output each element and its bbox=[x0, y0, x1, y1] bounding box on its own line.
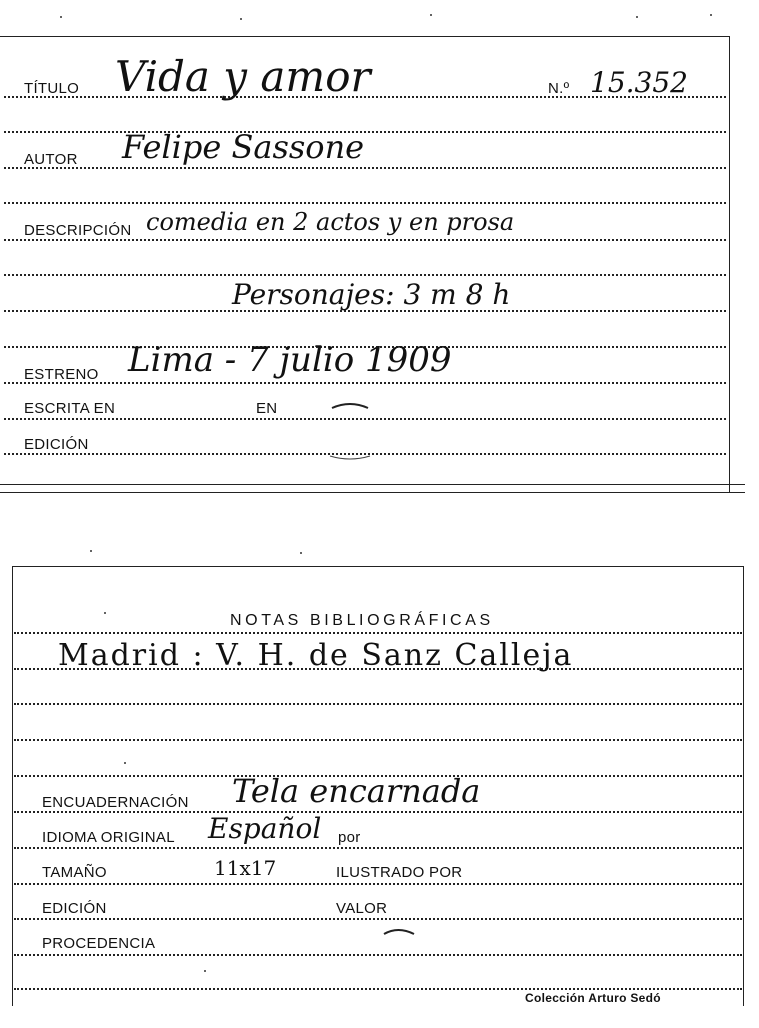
rule-line bbox=[14, 739, 742, 741]
rule-line bbox=[4, 382, 726, 384]
rule-line bbox=[14, 954, 742, 956]
tamano-value: 11x17 bbox=[214, 856, 277, 880]
rule-line bbox=[14, 847, 742, 849]
card-front-right-border bbox=[729, 36, 730, 492]
rule-line bbox=[14, 883, 742, 885]
descripcion-value: comedia en 2 actos y en prosa bbox=[146, 208, 515, 236]
card-front-top-border bbox=[0, 36, 730, 37]
procedencia-label: PROCEDENCIA bbox=[42, 935, 156, 952]
rule-line bbox=[4, 131, 726, 133]
card-front-bottom-border-2 bbox=[0, 492, 745, 493]
estreno-value: Lima - 7 julio 1909 bbox=[128, 340, 452, 380]
numero-value: 15.352 bbox=[590, 66, 688, 99]
autor-label: AUTOR bbox=[24, 151, 78, 168]
personajes-value: Personajes: 3 m 8 h bbox=[232, 278, 511, 311]
rule-line bbox=[14, 811, 742, 813]
encuadernacion-value: Tela encarnada bbox=[232, 772, 481, 810]
idioma-value: Español bbox=[208, 812, 322, 845]
speck bbox=[300, 552, 302, 554]
speck bbox=[636, 16, 638, 18]
idioma-label: IDIOMA ORIGINAL bbox=[42, 829, 175, 846]
tamano-label: TAMAÑO bbox=[42, 864, 107, 881]
rule-line bbox=[4, 202, 726, 204]
en-label: EN bbox=[256, 400, 278, 417]
speck bbox=[60, 16, 62, 18]
notas-value: Madrid : V. H. de Sanz Calleja bbox=[58, 638, 574, 673]
edicion-label: EDICIÓN bbox=[24, 436, 89, 453]
numero-label: N.º bbox=[548, 80, 570, 97]
titulo-value: Vida y amor bbox=[115, 52, 371, 101]
speck bbox=[104, 612, 106, 614]
rule-line bbox=[14, 703, 742, 705]
estreno-label: ESTRENO bbox=[24, 366, 99, 383]
valor-label: VALOR bbox=[336, 900, 388, 917]
notas-heading: NOTAS BIBLIOGRÁFICAS bbox=[230, 612, 494, 629]
ilustrado-label: ILUSTRADO POR bbox=[336, 864, 463, 881]
card-back-right-border bbox=[743, 566, 744, 1006]
por-label: por bbox=[338, 829, 361, 846]
speck bbox=[90, 550, 92, 552]
rule-line bbox=[14, 632, 742, 634]
encuadernacion-label: ENCUADERNACIÓN bbox=[42, 794, 189, 811]
card-back-left-border bbox=[12, 566, 13, 1006]
speck bbox=[240, 18, 242, 20]
speck bbox=[430, 14, 432, 16]
collection-footer: Colección Arturo Sedó bbox=[525, 991, 661, 1005]
rule-line bbox=[4, 239, 726, 241]
descripcion-label: DESCRIPCIÓN bbox=[24, 222, 132, 239]
edicion-back-label: EDICIÓN bbox=[42, 900, 107, 917]
card-back-top-border bbox=[12, 566, 744, 567]
escrita-label: ESCRITA EN bbox=[24, 400, 116, 417]
punch-hole-mark bbox=[380, 924, 420, 944]
speck bbox=[124, 762, 126, 764]
card-front-bottom-border bbox=[0, 484, 745, 485]
speck bbox=[204, 970, 206, 972]
rule-line bbox=[14, 988, 742, 990]
rule-line bbox=[4, 274, 726, 276]
speck bbox=[710, 14, 712, 16]
punch-hole-mark bbox=[320, 398, 380, 464]
rule-line bbox=[4, 167, 726, 169]
titulo-label: TÍTULO bbox=[24, 80, 80, 97]
autor-value: Felipe Sassone bbox=[122, 128, 365, 166]
rule-line bbox=[14, 918, 742, 920]
